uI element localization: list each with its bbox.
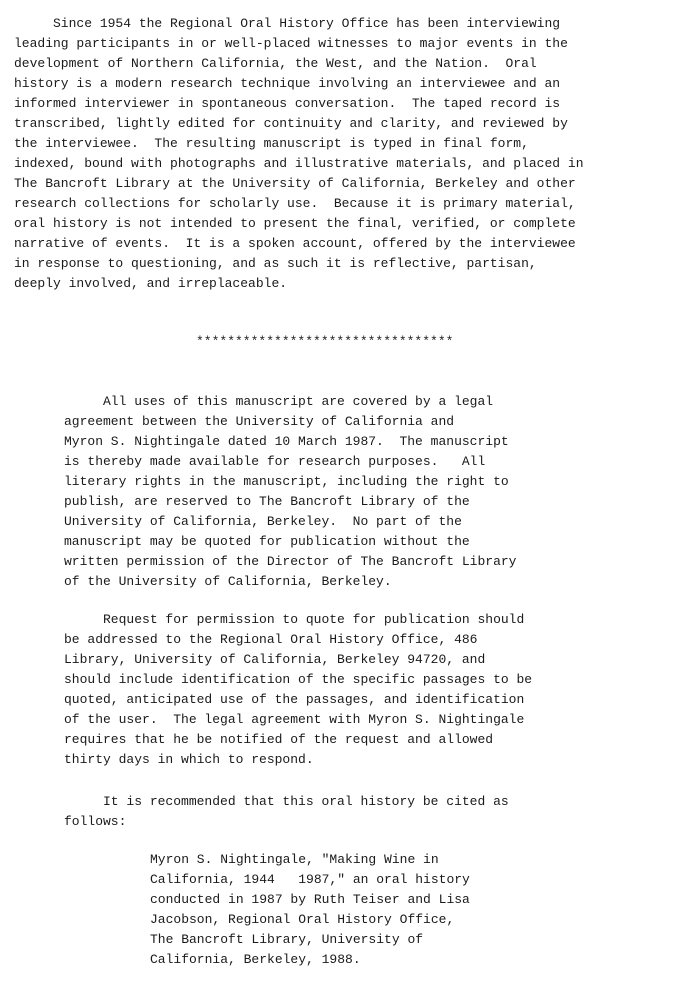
permission-request-paragraph bbox=[64, 610, 532, 770]
citation-block bbox=[150, 850, 470, 970]
text-line: be addressed to the Regional Oral History Office, 486 bbox=[64, 632, 478, 647]
text-line: conducted in 1987 by Ruth Teiser and Lisa bbox=[150, 892, 470, 907]
text-line: oral history is not intended to present the final, verified, or complete bbox=[14, 216, 576, 231]
text-line: publish, are reserved to The Bancroft Library of the bbox=[64, 494, 470, 509]
asterisk-separator bbox=[196, 332, 453, 352]
text-line: It is recommended that this oral history be cited as bbox=[64, 794, 509, 809]
intro-paragraph bbox=[14, 14, 584, 294]
separator-text: ********************************* bbox=[196, 334, 454, 349]
citation-intro-paragraph bbox=[64, 792, 509, 832]
text-line: development of Northern California, the West, and the Nation. Oral bbox=[14, 56, 537, 71]
text-line: the interviewee. The resulting manuscript is typed in final form, bbox=[14, 136, 529, 151]
text-line: follows: bbox=[64, 814, 127, 829]
text-line: of the University of California, Berkeley. bbox=[64, 574, 392, 589]
text-line: California, 1944 1987," an oral history bbox=[150, 872, 470, 887]
text-line: transcribed, lightly edited for continuity and clarity, and reviewed by bbox=[14, 116, 568, 131]
text-line: thirty days in which to respond. bbox=[64, 752, 314, 767]
text-line: University of California, Berkeley. No part of the bbox=[64, 514, 462, 529]
text-line: agreement between the University of California and bbox=[64, 414, 455, 429]
text-line: should include identification of the specific passages to be bbox=[64, 672, 533, 687]
text-line: requires that he be notified of the request and allowed bbox=[64, 732, 494, 747]
text-line: history is a modern research technique involving an interviewee and an bbox=[14, 76, 561, 91]
text-line: narrative of events. It is a spoken account, offered by the interviewee bbox=[14, 236, 576, 251]
text-line: literary rights in the manuscript, including the right to bbox=[64, 474, 509, 489]
text-line: Library, University of California, Berkeley 94720, and bbox=[64, 652, 486, 667]
legal-agreement-paragraph bbox=[64, 392, 516, 592]
text-line: research collections for scholarly use. Because it is primary material, bbox=[14, 196, 576, 211]
text-line: of the user. The legal agreement with Myron S. Nightingale bbox=[64, 712, 525, 727]
text-line: The Bancroft Library, University of bbox=[150, 932, 424, 947]
text-line: Since 1954 the Regional Oral History Office has been interviewing bbox=[14, 16, 561, 31]
text-line: deeply involved, and irreplaceable. bbox=[14, 276, 288, 291]
text-line: leading participants in or well-placed witnesses to major events in the bbox=[14, 36, 568, 51]
text-line: written permission of the Director of The Bancroft Library bbox=[64, 554, 517, 569]
text-line: Myron S. Nightingale dated 10 March 1987. The manuscript bbox=[64, 434, 509, 449]
text-line: Myron S. Nightingale, "Making Wine in bbox=[150, 852, 439, 867]
text-line: Request for permission to quote for publication should bbox=[64, 612, 525, 627]
text-line: informed interviewer in spontaneous conversation. The taped record is bbox=[14, 96, 561, 111]
text-line: The Bancroft Library at the University of California, Berkeley and other bbox=[14, 176, 576, 191]
text-line: is thereby made available for research purposes. All bbox=[64, 454, 486, 469]
text-line: California, Berkeley, 1988. bbox=[150, 952, 361, 967]
text-line: quoted, anticipated use of the passages, and identification bbox=[64, 692, 525, 707]
text-line: manuscript may be quoted for publication without the bbox=[64, 534, 470, 549]
text-line: in response to questioning, and as such it is reflective, partisan, bbox=[14, 256, 537, 271]
text-line: indexed, bound with photographs and illustrative materials, and placed in bbox=[14, 156, 584, 171]
text-line: All uses of this manuscript are covered by a legal bbox=[64, 394, 494, 409]
text-line: Jacobson, Regional Oral History Office, bbox=[150, 912, 455, 927]
